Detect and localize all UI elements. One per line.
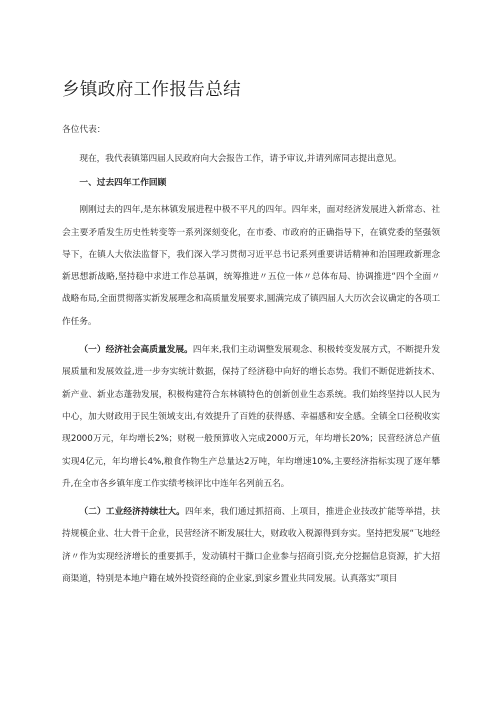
section-heading-review: 一、过去四年工作回顾 bbox=[79, 178, 167, 189]
industry-text: 四年来，我们通过抓招商、上项目，推进企业技改扩能等举措，扶持规模企业、壮大骨干企业，民营经济不断发展壮大，财政收入税源得到夯实。坚持把发展“飞地经济〃作为实现经济增长的重要抓手，发动镇村干撕口企业参与招商引资,充分挖掘信息资源，扩大招商渠道，特别是本地户籍在域外投资经商的企业家,到家乡置业共同发展。认真落实”项目 bbox=[62, 507, 440, 585]
review-paragraph: 刚刚过去的四年,是东林镇发展进程中极不平凡的四年。四年来，面对经济发展进入新常态、社会主要矛盾发生历史性转变等一系列深刻变化，在市委、市政府的正确指导下，在镇党委的坚强领导下，在镇人大依法监督下，我们深入学习贯彻习近平总书记系列重要讲话精神和治国理政新理念新思想新战略,坚持稳中求进工作总基调，统筹推进〃五位一体〃总体布局、协调推进“四个全面〃战略布局,全面贯彻落实新发展理念和高质量发展要求,圆满完成了镇四届人大历次会议确定的各项工作任务。 bbox=[62, 205, 440, 327]
industry-paragraph bbox=[62, 501, 440, 590]
economy-lead: （一）经济社会高质量发展。 bbox=[79, 345, 193, 356]
economy-text: 四年来,我们主动调整发展观念、积极转变发展方式，不断提升发展质量和发展效益,进一步夯实统计数据，保持了经济稳中向好的增长态势。我们不断促进新技术、新产业、新业态蓬勃发展，积极构建符合东林镇特色的创新创业生态系统。我们始终坚持以人民为中心，加大财政用于民生领域支出,有效提升了百姓的获得感、幸福感和安全感。全镇全口径税收实现2000万元，年均增长2%；财税一般预算收入完成2000万元，年均增长20%；民营经济总产值实现4亿元，年均增长4%,粮食作物生产总量达2万吨，年均增速10%,主要经济指标实现了逐年攀升,在全市各乡镇年度工作实绩考核评比中连年名列前五名。 bbox=[62, 345, 440, 489]
economy-paragraph bbox=[62, 339, 440, 495]
industry-lead: （二）工业经济持续壮大。 bbox=[79, 507, 185, 518]
document-title: 乡镇政府工作报告总结 bbox=[62, 80, 241, 100]
intro-paragraph: 现在，我代表镇第四届人民政府向大会报告工作，请予审议,并请列席同志提出意见。 bbox=[79, 154, 402, 164]
salutation: 各位代表： bbox=[62, 125, 106, 135]
